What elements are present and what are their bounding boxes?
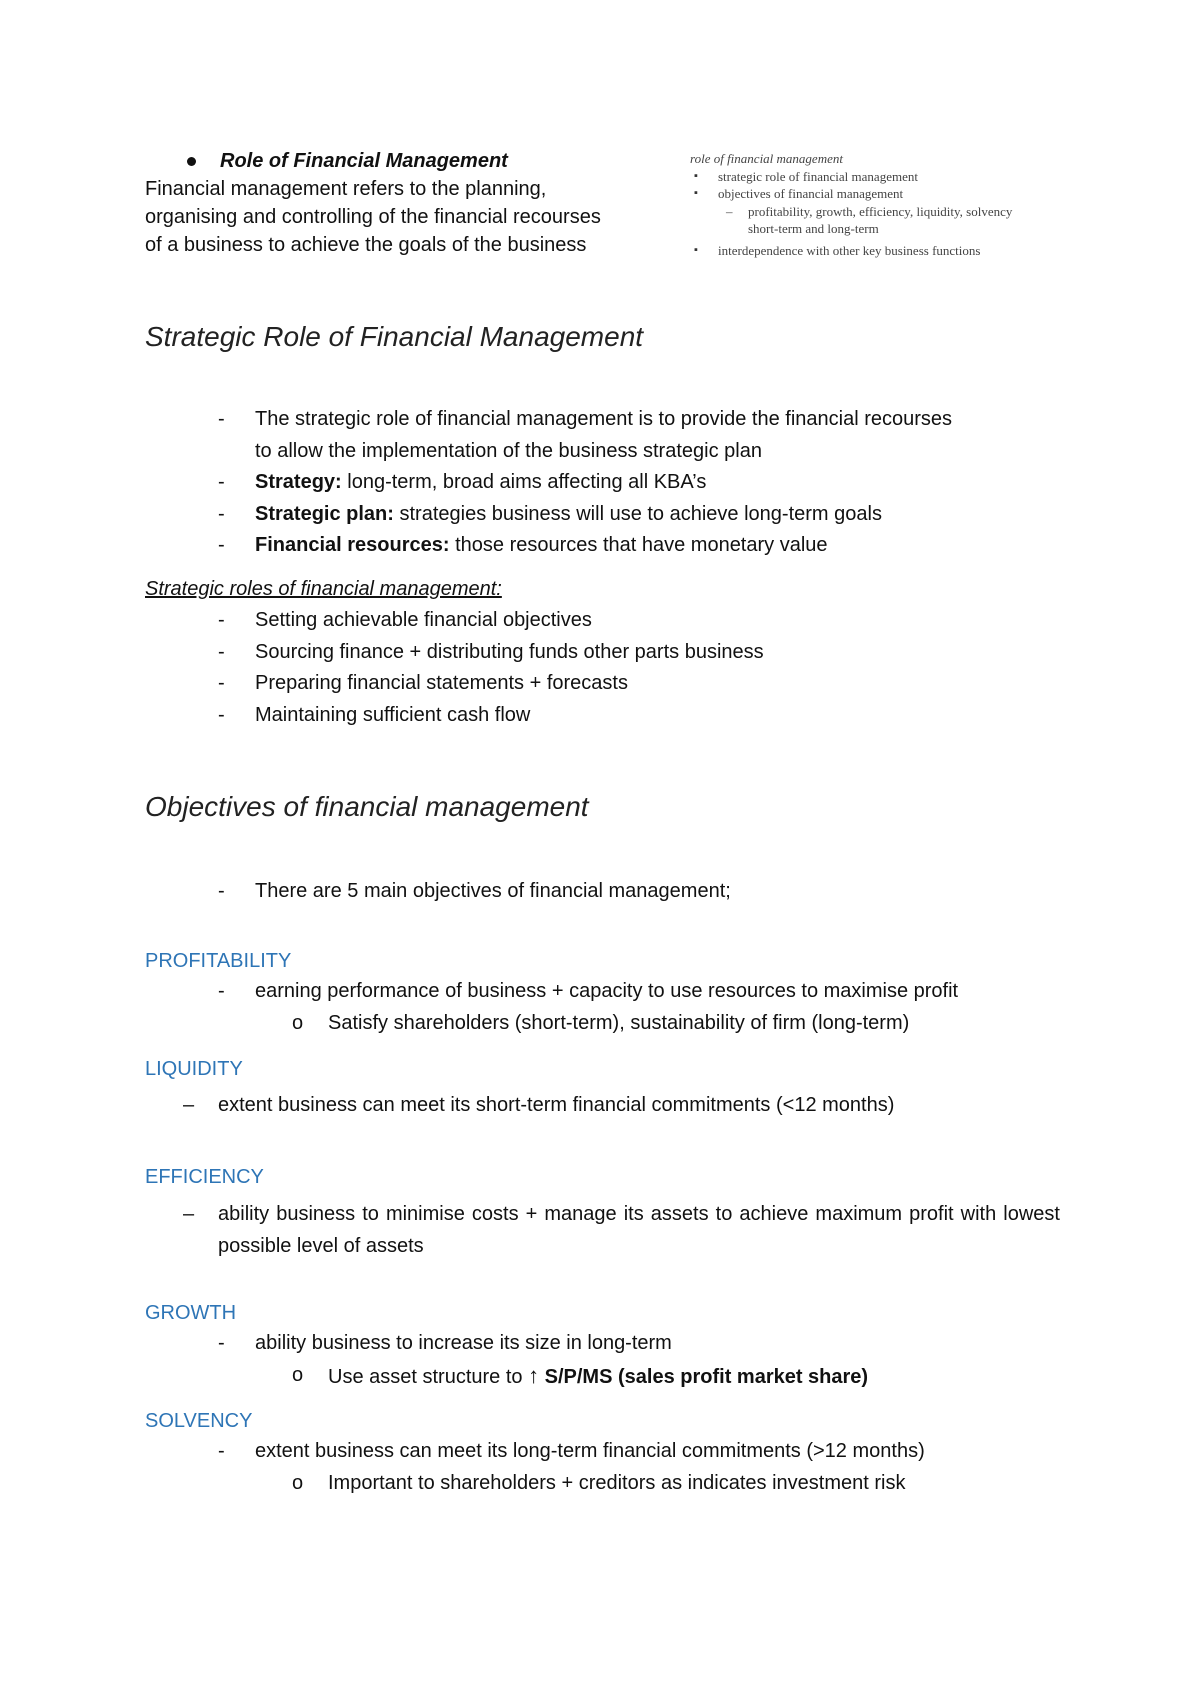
intro-section (145, 147, 685, 259)
list-item: - ability business to increase its size in long-term (0, 1328, 1200, 1360)
growth-list (0, 1328, 1200, 1393)
intro-line: of a business to achieve the goals of the business (145, 234, 587, 256)
definition-term: Financial resources: (255, 534, 450, 556)
liquidity-list (0, 1090, 1200, 1122)
list-item: - The strategic role of financial management is to provide the financial recourses (0, 404, 1200, 436)
definition-item (0, 467, 1200, 499)
list-item: - There are 5 main objectives of financial management; (0, 876, 1200, 908)
sub-list-item: o Satisfy shareholders (short-term), sustainability of firm (long-term) (0, 1008, 1200, 1040)
intro-line: organising and controlling of the financial recourses (145, 206, 601, 228)
intro-heading-row (145, 147, 685, 175)
definition-text: those resources that have monetary value (449, 534, 828, 556)
roles-heading: Strategic roles of financial management: (145, 578, 502, 600)
definition-item (0, 499, 1200, 531)
definition-term: Strategic plan: (255, 502, 394, 525)
outline-title: role of financial management (690, 151, 843, 166)
outline-item: ▪ objectives of financial management (690, 185, 1085, 203)
definition-text: strategies business will use to achieve long-term goals (393, 502, 882, 525)
heading-efficiency: EFFICIENCY (145, 1166, 264, 1188)
list-item: - Maintaining sufficient cash flow (0, 700, 1200, 732)
list-item: - earning performance of business + capacity to use resources to maximise profit (0, 976, 1200, 1008)
section-title-strategic: Strategic Role of Financial Management (145, 321, 644, 352)
list-item: - Setting achievable financial objectives (0, 605, 1200, 637)
definition-term: Strategy: (255, 471, 342, 493)
section-title-objectives: Objectives of financial management (145, 791, 589, 822)
intro-paragraph (145, 175, 685, 259)
intro-line: Financial management refers to the planning, (145, 178, 547, 200)
outline-item: ▪ strategic role of financial management (690, 168, 1085, 186)
syllabus-outline-image (690, 150, 1085, 259)
sub-bold-text: S/P/MS (sales profit market share) (544, 1365, 869, 1388)
outline-item: ▪ interdependence with other key business functions (690, 242, 1085, 260)
solvency-list (0, 1436, 1200, 1499)
sub-text: Use asset structure to (328, 1365, 529, 1388)
efficiency-list (0, 1199, 1200, 1262)
roles-list (0, 605, 1200, 731)
profitability-list (0, 976, 1200, 1039)
arrow-up-icon: ↑ (528, 1362, 540, 1388)
list-item: – ability business to minimise costs + manage its assets to achieve maximum profit with lowest possible level of assets (0, 1199, 1060, 1262)
outline-subitem: – profitability, growth, efficiency, liquidity, solvency (690, 203, 1085, 221)
list-item: – extent business can meet its short-term financial commitments (<12 months) (0, 1090, 1060, 1122)
bullet-icon (187, 157, 196, 166)
objectives-intro (0, 876, 1200, 908)
sub-list-item: o Important to shareholders + creditors as indicates investment risk (0, 1468, 1200, 1500)
definition-text: long-term, broad aims affecting all KBA’s (341, 471, 707, 493)
strategic-list (0, 404, 1200, 562)
outline-subitem-cont: short-term and long-term (748, 221, 879, 236)
intro-heading: Role of Financial Management (220, 149, 508, 172)
list-item: - extent business can meet its long-term financial commitments (>12 months) (0, 1436, 1200, 1468)
sub-list-item (0, 1360, 1200, 1394)
heading-solvency: SOLVENCY (145, 1410, 253, 1432)
heading-profitability: PROFITABILITY (145, 950, 292, 972)
list-item: - Preparing financial statements + forecasts (0, 668, 1200, 700)
list-item-cont: to allow the implementation of the business strategic plan (255, 439, 762, 462)
definition-item (0, 530, 1200, 562)
heading-liquidity: LIQUIDITY (145, 1058, 243, 1080)
list-item: - Sourcing finance + distributing funds other parts business (0, 637, 1200, 669)
heading-growth: GROWTH (145, 1302, 237, 1324)
